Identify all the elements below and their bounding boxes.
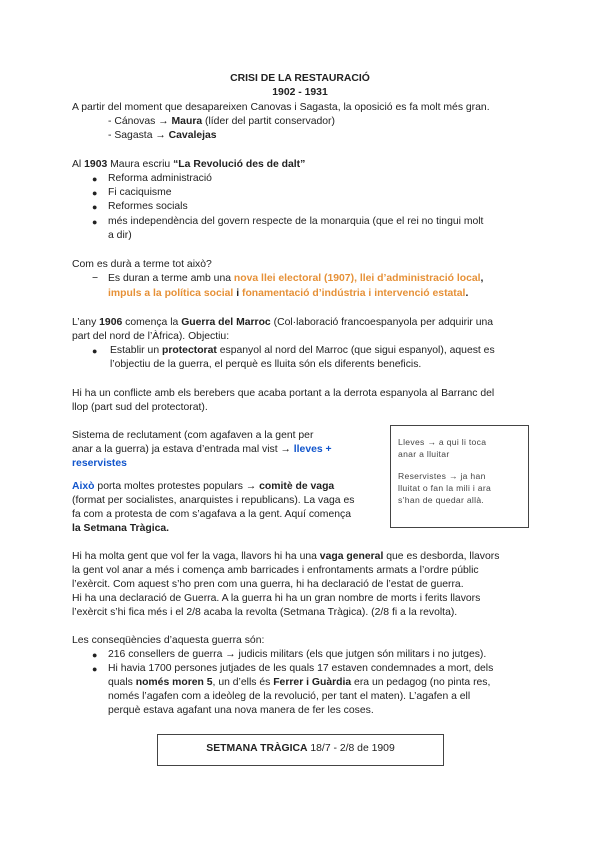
note-box-line-5: s’han de quedar allà. [398, 495, 485, 505]
consequence-item-2-line-2: quals només moren 5, un d’ells és Ferrer i Guàrdia era un pedagog (no pinta res, [108, 677, 491, 688]
recruit-line-4: (format per socialistes, anarquistes i republicans). La vaga es [72, 495, 355, 506]
intro-paragraph: A partir del moment que desapareixen Canovas i Sagasta, la oposició es fa molt més gran. [72, 102, 490, 113]
strike-line-4: Hi ha una declaració de Guerra. A la guerra hi ha un gran nombre de morts i ferits llavors [72, 593, 481, 604]
strike-line-2: la gent vol anar a més i comença amb barricades i enfrontaments armats a l’ordre públic [72, 565, 479, 576]
consequence-item-2-line-1: Hi havia 1700 persones jutjades de les quals 17 estaven condemnades a mort, dels [108, 663, 494, 674]
maura-item: Reforma administració [108, 173, 212, 184]
marroc-line-2: part del nord de l’Àfrica). Objectiu: [72, 331, 230, 342]
consequences-heading: Les conseqüències d’aquesta guerra són: [72, 635, 265, 646]
consequence-item-2-line-4: perquè estava agafant una nova manera de fer les coses. [108, 705, 374, 716]
marroc-bullet-line-1: Establir un protectorat espanyol al nord del Marroc (que sigui espanyol), aquest es [110, 345, 495, 356]
bullet-icon: ● [92, 664, 98, 674]
succession-line-1: - Cánovas → Maura (líder del partit conservador) [108, 116, 335, 127]
bullet-icon: ● [92, 188, 98, 198]
consequence-item-1: 216 consellers de guerra → judicis militars (els que jutgen són militars i no jutges). [108, 649, 487, 660]
note-box-line-1: Lleves → a qui li toca [398, 437, 487, 447]
recruit-line-1: Sistema de reclutament (com agafaven a la gent per [72, 430, 314, 441]
recruit-line-5: fa com a protesta de com s’agafava a la gent. Aquí comença [72, 509, 351, 520]
consequence-item-2-line-3: només l’agafen com a ideòleg de la revolució, per tant el maten). L’agafen a ell [108, 691, 471, 702]
bullet-icon: ● [92, 650, 98, 660]
how-line-2: impuls a la política social i fonamentació d’indústria i intervenció estatal. [108, 288, 469, 299]
how-line-1: Es duran a terme amb una nova llei electoral (1907), llei d’administració local, [108, 273, 484, 284]
strike-line-3: l’exèrcit. Com aquest s’ho pren com una guerra, hi ha declaració de l’estat de guerra. [72, 579, 464, 590]
marroc-bullet-line-2: l’objectiu de la guerra, el perquè es lluita són els diferents beneficis. [110, 359, 422, 370]
recruit-reservistes: reservistes [72, 458, 127, 469]
conflict-line-2: llop (part sud del protectorat). [72, 402, 208, 413]
marroc-line-1: L’any 1906 comença la Guerra del Marroc (Col·laboració francoespanyola per adquirir una [72, 317, 494, 328]
strike-line-5: l’exèrcit s’hi fica més i el 2/8 acaba la revolta (Setmana Tràgica). (2/8 fi a la revolta). [72, 607, 458, 618]
how-question: Com es durà a terme tot això? [72, 259, 212, 270]
note-box-line-2: anar a lluitar [398, 449, 450, 459]
maura-item: Reformes socials [108, 201, 188, 212]
bullet-icon: ● [92, 174, 98, 184]
note-box-line-4: lluitat o fan la mili i ara [398, 483, 492, 493]
succession-line-2: - Sagasta → Cavalejas [108, 130, 217, 141]
strike-line-1: Hi ha molta gent que vol fer la vaga, llavors hi ha una vaga general que es desborda, llavors [72, 551, 500, 562]
recruit-line-3: Això porta moltes protestes populars → comitè de vaga [72, 481, 335, 492]
recruit-line-2: anar a la guerra) ja estava d’entrada mal vist → lleves + [72, 444, 332, 455]
maura-item-last-line-1: més independència del govern respecte de la monarquia (que el rei no tingui molt [108, 216, 484, 227]
note-box-line-3: Reservistes → ja han [398, 471, 486, 481]
bullet-icon: ● [92, 202, 98, 212]
recruit-setmana: la Setmana Tràgica. [72, 523, 170, 534]
maura-heading: Al 1903 Maura escriu “La Revolució des de dalt” [72, 159, 306, 170]
page-title: CRISI DE LA RESTAURACIÓ [230, 73, 370, 84]
setmana-tragica-label: SETMANA TRÀGICA 18/7 - 2/8 de 1909 [206, 743, 395, 754]
dash-icon: − [92, 273, 99, 284]
page-subtitle-years: 1902 - 1931 [272, 87, 328, 98]
maura-item-last-line-2: a dir) [108, 230, 132, 241]
maura-item: Fi caciquisme [108, 187, 172, 198]
conflict-line-1: Hi ha un conflicte amb els berebers que acaba portant a la derrota espanyola al Barranc del [72, 388, 495, 399]
bullet-icon: ● [92, 217, 98, 227]
bullet-icon: ● [92, 346, 98, 356]
